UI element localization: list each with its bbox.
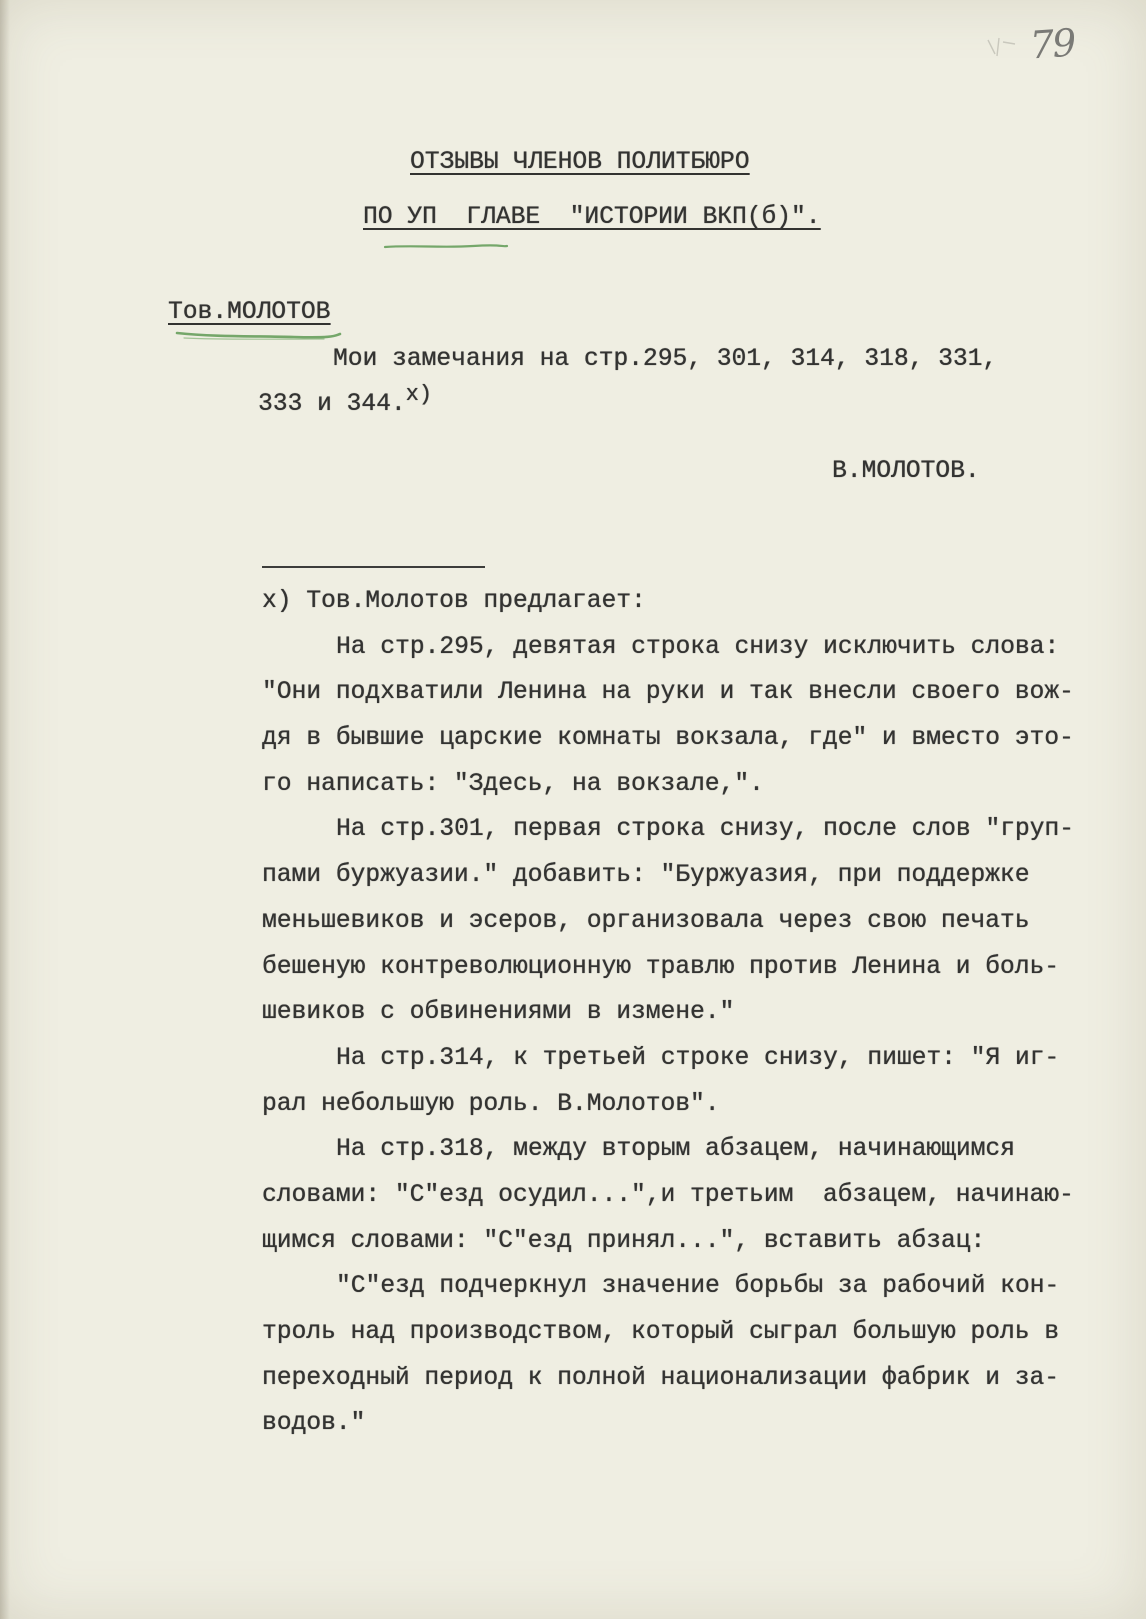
- document-title-line-1: ОТЗЫВЫ ЧЛЕНОВ ПОЛИТБЮРО: [410, 149, 750, 176]
- footnote-line: переходный период к полной национализации фабрик и за-: [262, 1364, 1059, 1392]
- pencil-mark: [985, 34, 1019, 60]
- footnote-line: На стр.318, между вторым абзацем, начинающимся: [336, 1136, 1015, 1164]
- footnote-line: троль над производством, который сыграл большую роль в: [262, 1319, 1059, 1346]
- footnote-line: водов.": [262, 1410, 366, 1438]
- footnote-line: дя в бывшие царские комнаты вокзала, где" и вместо это-: [262, 725, 1074, 753]
- footnote-line: словами: "С"езд осудил...",и третьим абзацем, начинаю-: [262, 1181, 1074, 1209]
- footnote-line: бешеную контреволюционную травлю против Ленина и боль-: [262, 953, 1059, 981]
- footnote-intro: x) Тов.Молотов предлагает:: [262, 588, 646, 615]
- footnote-line: На стр.301, первая строка снизу, после слов "груп-: [336, 816, 1074, 844]
- handwritten-page-number: 79: [1028, 20, 1076, 68]
- addressee: Тов.МОЛОТОВ: [168, 299, 331, 326]
- footnote: [262, 579, 1122, 1447]
- footnote-mark: x): [405, 382, 432, 407]
- footnote-line: рал небольшую роль. В.Молотов".: [262, 1090, 720, 1118]
- footnote-line: щимся словами: "С"езд принял...", вставить абзац:: [262, 1227, 986, 1255]
- signature: В.МОЛОТОВ.: [832, 458, 980, 485]
- footnote-line: го написать: "Здесь, на вокзале,".: [262, 770, 764, 798]
- footnote-line: На стр.295, девятая строка снизу исключить слова:: [336, 633, 1060, 661]
- remark-line-2: [258, 382, 432, 420]
- remark-line-1: Мои замечания на стр.295, 301, 314, 318, 331,: [333, 346, 998, 373]
- footnote-separator: [262, 566, 485, 568]
- footnote-line: На стр.314, к третьей строке снизу, пишет: "Я иг-: [336, 1044, 1060, 1072]
- green-pencil-underline-title: [383, 241, 509, 253]
- footnote-line: "С"езд подчеркнул значение борьбы за рабочий кон-: [336, 1273, 1060, 1301]
- footnote-line: пами буржуазии." добавить: "Буржуазия, при поддержке: [262, 862, 1030, 890]
- footnote-line: "Они подхватили Ленина на руки и так внесли своего вож-: [262, 679, 1074, 707]
- document-title-line-2: ПО УП ГЛАВЕ "ИСТОРИИ ВКП(б)".: [363, 204, 821, 231]
- green-pencil-underline-addressee: [174, 327, 344, 343]
- remark-line-2-text: 333 и 344.: [258, 391, 406, 418]
- footnote-line: меньшевиков и эсеров, организовала через свою печать: [262, 907, 1030, 935]
- footnote-line: шевиков с обвинениями в измене.": [262, 999, 735, 1027]
